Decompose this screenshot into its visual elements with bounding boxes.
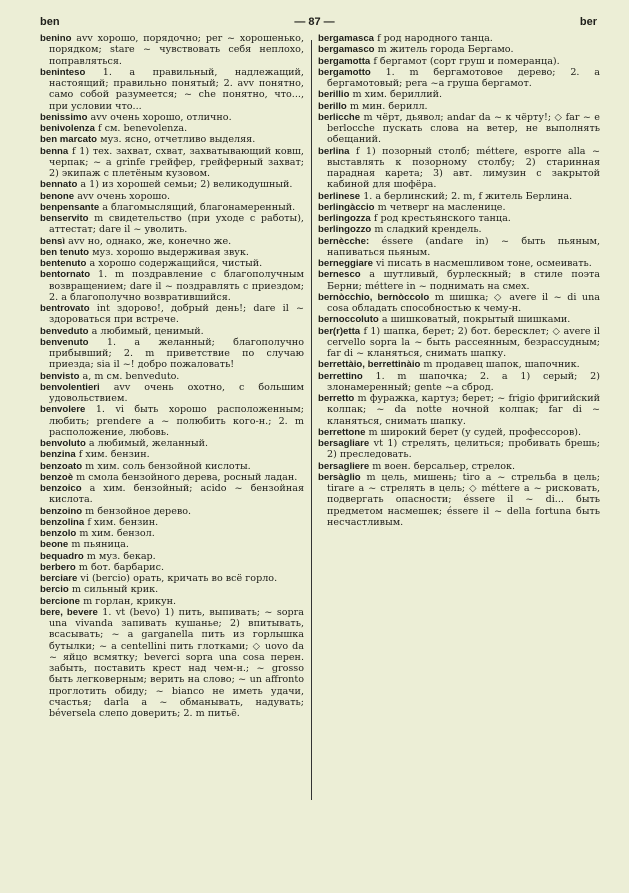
definition: f см. benevolenza.: [97, 123, 188, 134]
definition: 1. m шапочка; 2. a 1) серый; 2) злонамеренный; gente ~a сброд.: [327, 370, 600, 393]
headword: berlingozza: [318, 213, 371, 224]
dictionary-entry: [318, 101, 600, 112]
headword: benone: [40, 190, 75, 202]
headword: berrettàio, berrettinàio: [318, 359, 421, 371]
headword: ben marcato: [40, 134, 98, 146]
headword: berlinese: [318, 190, 361, 202]
dictionary-entry: [40, 247, 304, 258]
dictionary-entry: [318, 438, 600, 461]
dictionary-entry: [40, 258, 304, 269]
dictionary-entry: [40, 33, 304, 67]
definition: m воен. берсальер, стрелок.: [372, 460, 516, 472]
dictionary-entry: [40, 539, 304, 550]
headword: bere, bevere: [40, 606, 98, 618]
definition: f 1) тех. захват, схват, захватывающий ковш, черпак; ~ a grinfe грейфер, грейферный захват; 2) экипаж с плетёным кузовом.: [49, 145, 304, 179]
dictionary-entry: [318, 326, 600, 360]
definition: a хорошо содержащийся, чистый.: [89, 258, 263, 269]
headword: berrettino: [318, 370, 363, 382]
headword: benvolentieri: [40, 381, 100, 393]
dictionary-entry: [40, 191, 304, 202]
definition: m фуражка, картуз; берет; ~ frigio фригийский колпак; ~ da notte ночной колпак; far di ~ кланяться, снимать шапку.: [327, 393, 600, 427]
definition: m горлан, крикун.: [83, 595, 177, 607]
dictionary-entry: [40, 461, 304, 472]
definition: m цель, мишень; tiro a ~ стрельба в цель; tirare a ~ стрелять в цель; ◇ méttere a ~ рисковать, подвергать опасности; éssere il ~ di... быть предметом насмешек; éssere il ~ della fortuna быть несчастливым.: [327, 471, 600, 528]
right-column: [318, 33, 600, 528]
definition: 1. a желанный; благополучно прибывший; 2. m приветствие по случаю приезда; sia il ~! добро пожаловать!: [49, 336, 304, 371]
dictionary-entry: [318, 269, 600, 292]
left-column: [40, 33, 304, 719]
headword: ber(r)etta: [318, 325, 361, 337]
headword: benveduto: [40, 325, 89, 337]
dictionary-entry: [318, 461, 600, 472]
headword: berillo: [318, 100, 347, 112]
dictionary-entry: [40, 404, 304, 438]
headword: benzolina: [40, 516, 85, 528]
dictionary-entry: [318, 258, 600, 269]
dictionary-entry: [318, 191, 600, 202]
headword: bergamotta: [318, 55, 371, 67]
dictionary-entry: [40, 123, 304, 134]
definition: vi (bercio) орать, кричать во всё горло.: [80, 573, 278, 584]
headword: berneggiare: [318, 258, 373, 269]
headword: berlingozzo: [318, 224, 372, 236]
definition: 1. vt (bevo) 1) пить, выпивать; ~ sopra una vivanda запивать кушанье; 2) впитывать, всасывать; ~ a garganella пить из горлышка бутылки; ~ a centellini пить глотками; ◇ uovo da ~ яйцо всмятку; beverci sopra una cosa перен. забыть, поставить крест над чем-н.; ~ grosso быть легковерным; верить на слово; ~ un affronto проглотить обиду; ~ bianco не иметь удачи, счастья; darla a ~ обманывать, надувать; béversela слепо доверить; 2. m питьё.: [49, 606, 304, 719]
headword: berrettone: [318, 426, 366, 438]
headword: bentrovato: [40, 303, 90, 314]
headword: berlina: [318, 145, 350, 157]
definition: a благомыслящий, благонамеренный.: [102, 201, 296, 213]
headword: beone: [40, 539, 69, 551]
definition: a, m см. benveduto.: [82, 370, 180, 382]
dictionary-entry: [40, 472, 304, 483]
dictionary-entry: [318, 56, 600, 67]
definition: m хим. бензол.: [79, 528, 155, 539]
headword: benvolere: [40, 404, 86, 416]
definition: m сильный крик.: [71, 584, 159, 596]
headword: berillio: [318, 89, 350, 101]
definition: int здорово!, добрый день!; dare il ~ здороваться при встрече.: [49, 303, 304, 326]
dictionary-entry: [40, 506, 304, 517]
definition: m сладкий крендель.: [374, 224, 482, 236]
definition: a любимый, желанный.: [88, 438, 209, 449]
headword: benzina: [40, 449, 76, 461]
dictionary-entry: [40, 438, 304, 449]
headword: benvisto: [40, 370, 80, 382]
dictionary-entry: [40, 607, 304, 720]
definition: m продавец шапок, шапочник.: [423, 359, 580, 371]
definition: a шутливый, бурлескный; в стиле поэта Берни; méttere in ~ поднимать на смех.: [327, 269, 600, 292]
dictionary-entry: [318, 292, 600, 315]
headword: bersagliare: [318, 438, 370, 449]
definition: vt 1) стрелять, целиться; пробивать брешь; 2) преследовать.: [327, 438, 600, 461]
headword: bernècche:: [318, 235, 370, 247]
dictionary-entry: [40, 67, 304, 112]
dictionary-entry: [40, 146, 304, 180]
definition: m хим. бериллий.: [352, 89, 443, 101]
definition: 1. m бергамотовое дерево; 2. a бергамотовый; pera ~a груша бергамот.: [327, 66, 600, 89]
headword: benino: [40, 33, 72, 44]
definition: m свидетельство (при уходе с работы), аттестат; dare il ~ уволить.: [49, 213, 304, 236]
page-number: — 87 —: [294, 16, 335, 28]
dictionary-entry: [318, 427, 600, 438]
definition: avv очень хорошо, отлично.: [90, 111, 232, 123]
headword: benpensante: [40, 201, 100, 213]
headword: bercio: [40, 584, 69, 596]
headword: bergamasco: [318, 44, 375, 56]
definition: avv очень хорошо.: [77, 190, 171, 202]
definition: m пьяница.: [71, 539, 129, 551]
dictionary-entry: [318, 67, 600, 90]
headword: ben tenuto: [40, 246, 90, 258]
guide-word-right: ber: [579, 16, 597, 28]
dictionary-entry: [40, 326, 304, 337]
headword: benvoluto: [40, 438, 86, 449]
headword: bernoccoluto: [318, 314, 379, 326]
dictionary-entry: [318, 112, 600, 146]
headword: benivolenza: [40, 123, 95, 134]
dictionary-entry: [40, 303, 304, 326]
dictionary-entry: [40, 584, 304, 595]
definition: avv очень охотно, с большим удовольствием.: [49, 381, 304, 404]
definition: vi писать в насмешливом тоне, осмеивать.: [375, 258, 592, 269]
definition: m шишка; ◇ avere il ~ di una cosa обладать способностью к чему-н.: [327, 291, 600, 314]
headword: bersàglio: [318, 471, 361, 483]
definition: m бот. барбарис.: [78, 561, 164, 573]
headword: berlicche: [318, 111, 361, 123]
dictionary-entry: [40, 236, 304, 247]
definition: avv хорошо, порядочно; per ~ хорошенько, порядком; stare ~ чувствовать себя неплохо, поправляться.: [49, 33, 304, 67]
headword: benzolo: [40, 528, 77, 539]
definition: 1. a правильный, надлежащий, настоящий; правильно понятый; 2. avv понятно, само собой разумеется; ~ che понятно, что..., при условии что...: [49, 66, 304, 112]
headword: bentenuto: [40, 258, 87, 269]
headword: benservito: [40, 213, 89, 224]
definition: m житель города Бергамо.: [377, 44, 514, 56]
definition: m смола бензойного дерева, росный ладан.: [76, 471, 298, 483]
definition: муз. хорошо выдерживая звук.: [92, 246, 249, 258]
dictionary-entry: [318, 314, 600, 325]
definition: муз. ясно, отчетливо выделяя.: [100, 134, 256, 146]
dictionary-entry: [40, 483, 304, 506]
dictionary-entry: [318, 236, 600, 259]
dictionary-entry: [40, 551, 304, 562]
dictionary-entry: [318, 33, 600, 44]
headword: bequadro: [40, 550, 84, 562]
headword: bernòcchio, bernòccolo: [318, 291, 430, 303]
dictionary-entry: [40, 562, 304, 573]
headword: benzoè: [40, 471, 74, 483]
dictionary-entry: [318, 213, 600, 224]
dictionary-entry: [318, 371, 600, 394]
dictionary-entry: [318, 44, 600, 55]
definition: m хим. соль бензойной кислоты.: [85, 460, 251, 472]
dictionary-entry: [40, 213, 304, 236]
dictionary-entry: [40, 337, 304, 371]
headword: benzoato: [40, 460, 83, 472]
dictionary-entry: [40, 382, 304, 405]
column-divider: [311, 40, 312, 800]
definition: éssere (andare in) ~ быть пьяным, напиваться пьяным.: [327, 235, 600, 258]
headword: bernesco: [318, 269, 361, 281]
definition: f род народного танца.: [377, 33, 493, 44]
definition: m муз. бекар.: [86, 550, 156, 562]
dictionary-entry: [40, 269, 304, 303]
headword: benzoico: [40, 483, 82, 494]
headword: benissimo: [40, 111, 88, 123]
headword: bentornato: [40, 269, 91, 281]
dictionary-entry: [40, 179, 304, 190]
headword: berretto: [318, 393, 355, 404]
headword: berciare: [40, 573, 78, 584]
headword: benvenuto: [40, 336, 89, 348]
headword: beninteso: [40, 66, 86, 78]
definition: f хим. бензин.: [78, 449, 150, 461]
definition: a любимый, ценимый.: [91, 325, 204, 337]
dictionary-entry: [40, 449, 304, 460]
definition: a хим. бензойный; acido ~ бензойная кислота.: [49, 483, 304, 506]
dictionary-entry: [318, 472, 600, 528]
headword: bensì: [40, 235, 66, 247]
dictionary-entry: [40, 528, 304, 539]
headword: benzoino: [40, 505, 83, 517]
headword: bergamasca: [318, 33, 374, 44]
dictionary-entry: [40, 573, 304, 584]
definition: m мин. берилл.: [349, 100, 428, 112]
dictionary-entry: [40, 517, 304, 528]
definition: f род крестьянского танца.: [373, 213, 511, 224]
headword: benna: [40, 145, 69, 157]
definition: f 1) шапка, берет; 2) бот. бересклет; ◇ avere il cervello sopra la ~ быть рассеянным, безрассудным; far di ~ кланяться, снимать шапку.: [327, 325, 600, 359]
headword: berlingàccio: [318, 201, 375, 213]
definition: avv но, однако, же, конечно же.: [68, 235, 232, 247]
definition: 1. m поздравление с благополучным возвращением; dare il ~ поздравлять с приездом; 2. a благополучно возвратившийся.: [49, 269, 304, 303]
headword: bercione: [40, 595, 80, 607]
definition: f бергамот (сорт груш и померанца).: [373, 55, 560, 67]
headword: berbero: [40, 561, 76, 573]
definition: 1. a берлинский; 2. m, f житель Берлина.: [363, 190, 573, 202]
definition: a 1) из хорошей семьи; 2) великодушный.: [80, 179, 293, 191]
definition: m чёрт, дьявол; andar da ~ к чёрту!; ◇ far ~ e berlocche пускать слова на ветер, не выполнять обещаний.: [327, 111, 600, 146]
headword: bersagliere: [318, 460, 370, 472]
dictionary-entry: [318, 146, 600, 191]
dictionary-entry: [40, 202, 304, 213]
dictionary-entry: [40, 112, 304, 123]
dictionary-entry: [318, 89, 600, 100]
definition: m четверг на масленице.: [377, 201, 506, 213]
definition: m бензойное дерево.: [85, 505, 192, 517]
dictionary-entry: [318, 224, 600, 235]
dictionary-entry: [40, 596, 304, 607]
headword: bennato: [40, 179, 78, 191]
definition: a шишковатый, покрытый шишками.: [381, 314, 571, 326]
dictionary-entry: [40, 134, 304, 145]
definition: f хим. бензин.: [87, 516, 159, 528]
dictionary-entry: [40, 371, 304, 382]
dictionary-entry: [318, 359, 600, 370]
definition: m широкий берет (у судей, профессоров).: [368, 426, 582, 438]
guide-word-left: ben: [40, 16, 60, 28]
definition: 1. vi быть хорошо расположенным; любить; prendere a ~ полюбить кого-н.; 2. m расположение, любовь.: [49, 404, 304, 438]
dictionary-entry: [318, 393, 600, 427]
definition: f 1) позорный столб; méttere, esporre alla ~ выставлять к позорному столбу; 2) старинная парадная карета; 3) авт. лимузин с закрытой кабиной для шофёра.: [327, 145, 600, 191]
dictionary-entry: [318, 202, 600, 213]
headword: bergamotto: [318, 66, 371, 78]
